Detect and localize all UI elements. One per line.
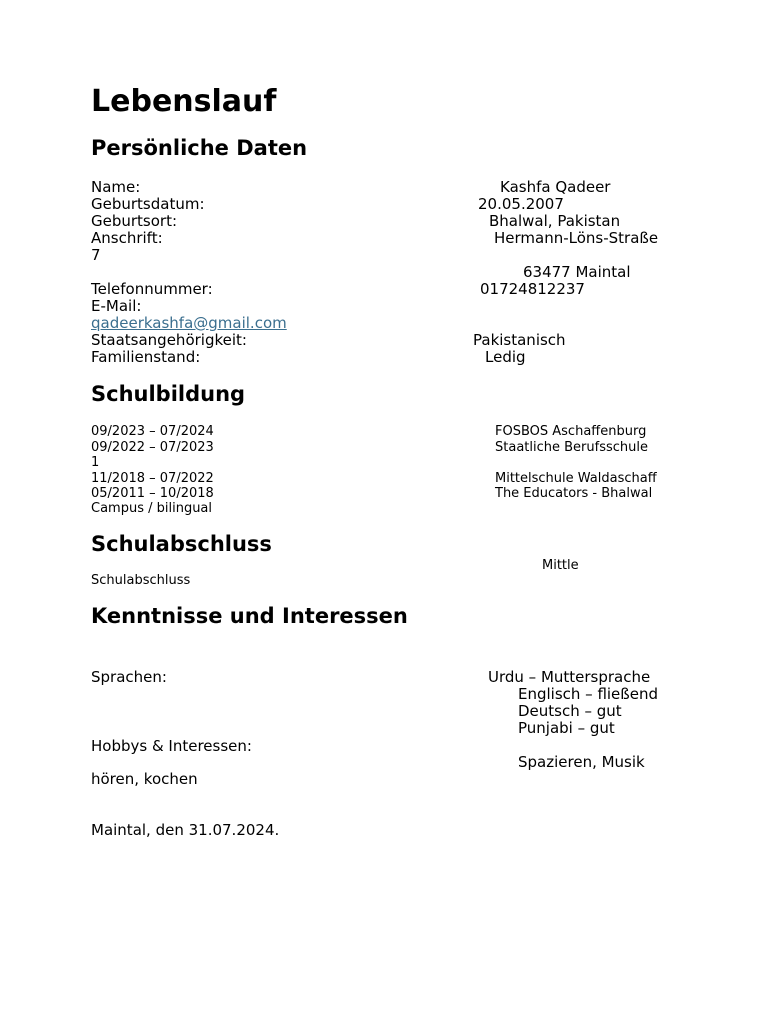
phone-value: 01724812237 <box>480 280 585 298</box>
dob-value: 20.05.2007 <box>478 195 564 213</box>
language-item: Englisch – fließend <box>518 685 658 703</box>
address-label: Anschrift: <box>91 229 163 247</box>
school-name: Staatliche Berufsschule <box>495 440 648 455</box>
address-wrap: 7 <box>91 246 101 264</box>
language-item: Punjabi – gut <box>518 719 615 737</box>
dob-label: Geburtsdatum: <box>91 195 205 213</box>
school-period: 09/2022 – 07/2023 <box>91 440 214 455</box>
nationality-value: Pakistanisch <box>473 331 566 349</box>
languages-label: Sprachen: <box>91 668 167 686</box>
language-item: Deutsch – gut <box>518 702 622 720</box>
school-period: 1 <box>91 455 100 470</box>
school-name: FOSBOS Aschaffenburg <box>495 424 647 439</box>
name-value: Kashfa Qadeer <box>500 178 611 196</box>
pob-value: Bhalwal, Pakistan <box>489 212 621 230</box>
section-heading-personal: Persönliche Daten <box>91 136 308 160</box>
place-date: Maintal, den 31.07.2024. <box>91 821 280 839</box>
section-heading-degree: Schulabschluss <box>91 532 272 556</box>
email-label: E-Mail: <box>91 297 142 315</box>
marital-label: Familienstand: <box>91 348 201 366</box>
school-period: Campus / bilingual <box>91 501 213 516</box>
hobbies-label: Hobbys & Interessen: <box>91 737 252 755</box>
section-heading-school: Schulbildung <box>91 382 246 406</box>
email-link[interactable]: qadeerkashfa@gmail.com <box>91 314 287 332</box>
address-line2: 63477 Maintal <box>523 263 631 281</box>
nationality-label: Staatsangehörigkeit: <box>91 331 247 349</box>
marital-value: Ledig <box>485 348 526 366</box>
pob-label: Geburtsort: <box>91 212 178 230</box>
section-heading-skills: Kenntnisse und Interessen <box>91 604 408 628</box>
language-item: Urdu – Muttersprache <box>488 668 651 686</box>
phone-label: Telefonnummer: <box>91 280 213 298</box>
degree-wrap: Schulabschluss <box>91 573 191 588</box>
school-name: Mittelschule Waldaschaff <box>495 471 657 486</box>
document-title: Lebenslauf <box>91 84 277 119</box>
school-period: 09/2023 – 07/2024 <box>91 424 214 439</box>
address-line1: Hermann-Löns-Straße <box>494 229 659 247</box>
degree-value: Mittle <box>542 558 579 573</box>
hobbies-wrap: hören, kochen <box>91 770 198 788</box>
hobbies-value: Spazieren, Musik <box>518 753 645 771</box>
school-period: 11/2018 – 07/2022 <box>91 471 214 486</box>
name-label: Name: <box>91 178 141 196</box>
school-period: 05/2011 – 10/2018 <box>91 486 214 501</box>
school-name: The Educators - Bhalwal <box>495 486 653 501</box>
